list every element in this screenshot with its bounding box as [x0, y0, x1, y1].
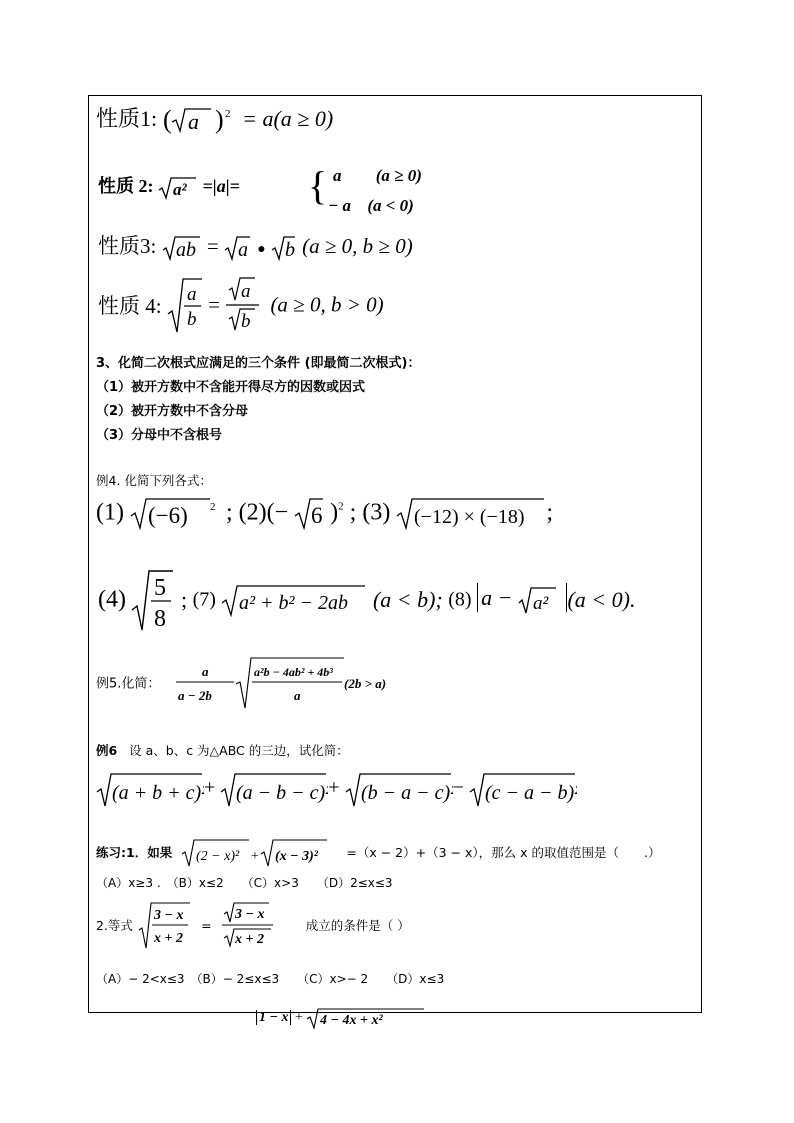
example-4-row-2: (4) 5 8 ; (7) a² + b² − 2ab (a < b); (8) a − a² (a < 0).: [98, 568, 635, 632]
sqrt-product: [396, 496, 546, 530]
svg-text:(a + b + c)²: (a + b + c)²: [112, 782, 204, 804]
exercise-2: 2.等式 3 − x x + 2 = 3 − x x + 2 成立的条件是（ ）: [96, 900, 410, 950]
example-5: [96, 654, 404, 710]
exercise-1-options: （A）x≥3 . （B）x≤2 （C）x>3 （D）2≤x≤3: [96, 876, 393, 890]
svg-text:(2b > a): (2b > a): [343, 676, 386, 691]
sqrt-b: [271, 235, 297, 261]
conditions-title: 3、化简二次根式应满足的三个条件 (即最简二次根式)：: [96, 356, 421, 371]
svg-text:a: a: [186, 284, 197, 305]
exercise-2-options: （A）− 2<x≤3 （B）− 2≤x≤3 （C）x>− 2 （D）x≤3: [96, 972, 445, 986]
abs-expression: a − a²: [477, 583, 567, 612]
example-6-title: 例6 设 a、b、c 为△ABC 的三边，试化简：: [96, 743, 349, 758]
svg-text:4 − 4x + x²: 4 − 4x + x²: [320, 1013, 384, 1028]
footer-expression: 1 − x + 4 − 4x + x²: [256, 1006, 426, 1030]
svg-text:(−6): (−6): [147, 503, 188, 528]
sqrt-term-1: [96, 770, 204, 808]
sqrt-neg6-squared: [130, 496, 220, 530]
svg-text:a: a: [237, 239, 248, 262]
sqrt-term-3: [345, 770, 453, 808]
exercise-1-label: 练习:1．如果: [96, 845, 173, 860]
property-4: 性质 4: a b = a b (a ≥ 0, b > 0): [98, 276, 384, 334]
svg-text:b: b: [284, 239, 295, 262]
brace: {: [308, 163, 328, 208]
condition-item-3: （3）分母中不含根号: [96, 428, 223, 443]
svg-text:8: 8: [154, 606, 167, 632]
svg-text:a²b − 4ab² + 4b³: a²b − 4ab² + 4b³: [253, 665, 333, 679]
example-5-expression: [174, 654, 404, 710]
svg-text:a − 2b: a − 2b: [177, 688, 212, 703]
svg-text:3 − x: 3 − x: [154, 908, 184, 923]
exercise-2-left: [138, 900, 192, 950]
svg-text:6: 6: [311, 503, 323, 528]
sqrt-a2: [158, 176, 198, 200]
footer-sqrt: [306, 1006, 426, 1030]
exercise-1-text: =（x − 2）+（3 − x），那么 x 的取值范围是（ .）: [346, 845, 661, 860]
property-2-label: 性质 2:: [98, 176, 154, 196]
svg-text:(a − b − c)²: (a − b − c)²: [236, 782, 329, 804]
exercise-1-expression: [181, 836, 331, 868]
condition-item-2: （2）被开方数中不含分母: [96, 404, 249, 419]
exercise-2-text: 成立的条件是（ ）: [305, 918, 410, 933]
svg-text:a: a: [187, 108, 199, 134]
svg-text:ab: ab: [175, 239, 196, 262]
svg-text:+: +: [251, 849, 260, 864]
property-3-label: 性质3:: [98, 234, 157, 258]
sqrt-a2b2: [221, 583, 367, 617]
sqrt-a2-inner: [518, 585, 558, 615]
property-1: [96, 102, 333, 137]
example-5-label: 例5.化简：: [96, 676, 161, 692]
sqrt-a-over-b: [167, 276, 203, 334]
sqrt-a: [224, 235, 252, 261]
property-1-label: 性质1:: [96, 106, 158, 131]
svg-text:b: b: [186, 309, 197, 330]
property-1-rhs: = a(a ≥ 0): [242, 106, 334, 131]
svg-text:(: (: [162, 104, 172, 134]
sqrt-a-squared: [163, 105, 237, 137]
property-3: 性质3: ab = a ● b (a ≥ 0, b ≥ 0): [98, 234, 413, 262]
property-2: [98, 172, 240, 200]
sqrt-5-over-8: [131, 568, 175, 632]
property-2-eq: =|a|=: [202, 176, 240, 196]
svg-text:a: a: [293, 688, 300, 703]
sqrt-6: [294, 496, 324, 530]
svg-text:(2 − x)²: (2 − x)²: [196, 849, 240, 864]
svg-text:2: 2: [224, 107, 231, 120]
svg-text:a: a: [241, 281, 251, 302]
exercise-1: [96, 836, 660, 868]
sqrt-term-4: [469, 770, 577, 808]
sqrta-over-sqrtb: [225, 276, 265, 334]
sqrt-term-2: [220, 770, 328, 808]
svg-text:(−12) × (−18): (−12) × (−18): [414, 506, 525, 528]
property-2-case1: a (a ≥ 0): [333, 166, 422, 185]
svg-text:): ): [214, 104, 224, 134]
svg-text:2: 2: [209, 501, 216, 513]
svg-text:(b − a − c)²: (b − a − c)²: [360, 782, 453, 804]
svg-text:a² + b² − 2ab: a² + b² − 2ab: [239, 592, 349, 614]
condition-item-1: （1）被开方数中不含能开得尽方的因数或因式: [96, 380, 366, 395]
example-4-row-1: (1) (−6) 2 ; (2)(− 6 )$^2$ ; (3) (−12) × (−18) ;: [96, 496, 553, 530]
svg-text:3 − x: 3 − x: [234, 907, 265, 922]
svg-text:a²: a²: [173, 179, 187, 199]
exercise-2-right: [221, 900, 275, 950]
property-2-case2: − a (a < 0): [328, 196, 414, 215]
svg-text:b: b: [241, 311, 251, 332]
example-4-title: 例4. 化简下列各式：: [96, 473, 212, 488]
svg-text:a: a: [201, 664, 208, 679]
svg-text:a²: a²: [532, 593, 549, 614]
sqrt-ab: [162, 235, 202, 261]
svg-text:(c − a − b)²: (c − a − b)²: [484, 782, 577, 804]
svg-text:x + 2: x + 2: [154, 931, 184, 946]
svg-text:x + 2: x + 2: [234, 932, 264, 947]
svg-text:(x − 3)²: (x − 3)²: [275, 849, 319, 864]
example-6-expression: (a + b + c)² + (a − b − c)² + (b − a − c)² − (c − a − b)²: [96, 770, 577, 808]
property-4-label: 性质 4:: [98, 294, 162, 318]
exercise-2-label: 2.等式: [96, 918, 133, 933]
svg-text:5: 5: [154, 575, 167, 601]
